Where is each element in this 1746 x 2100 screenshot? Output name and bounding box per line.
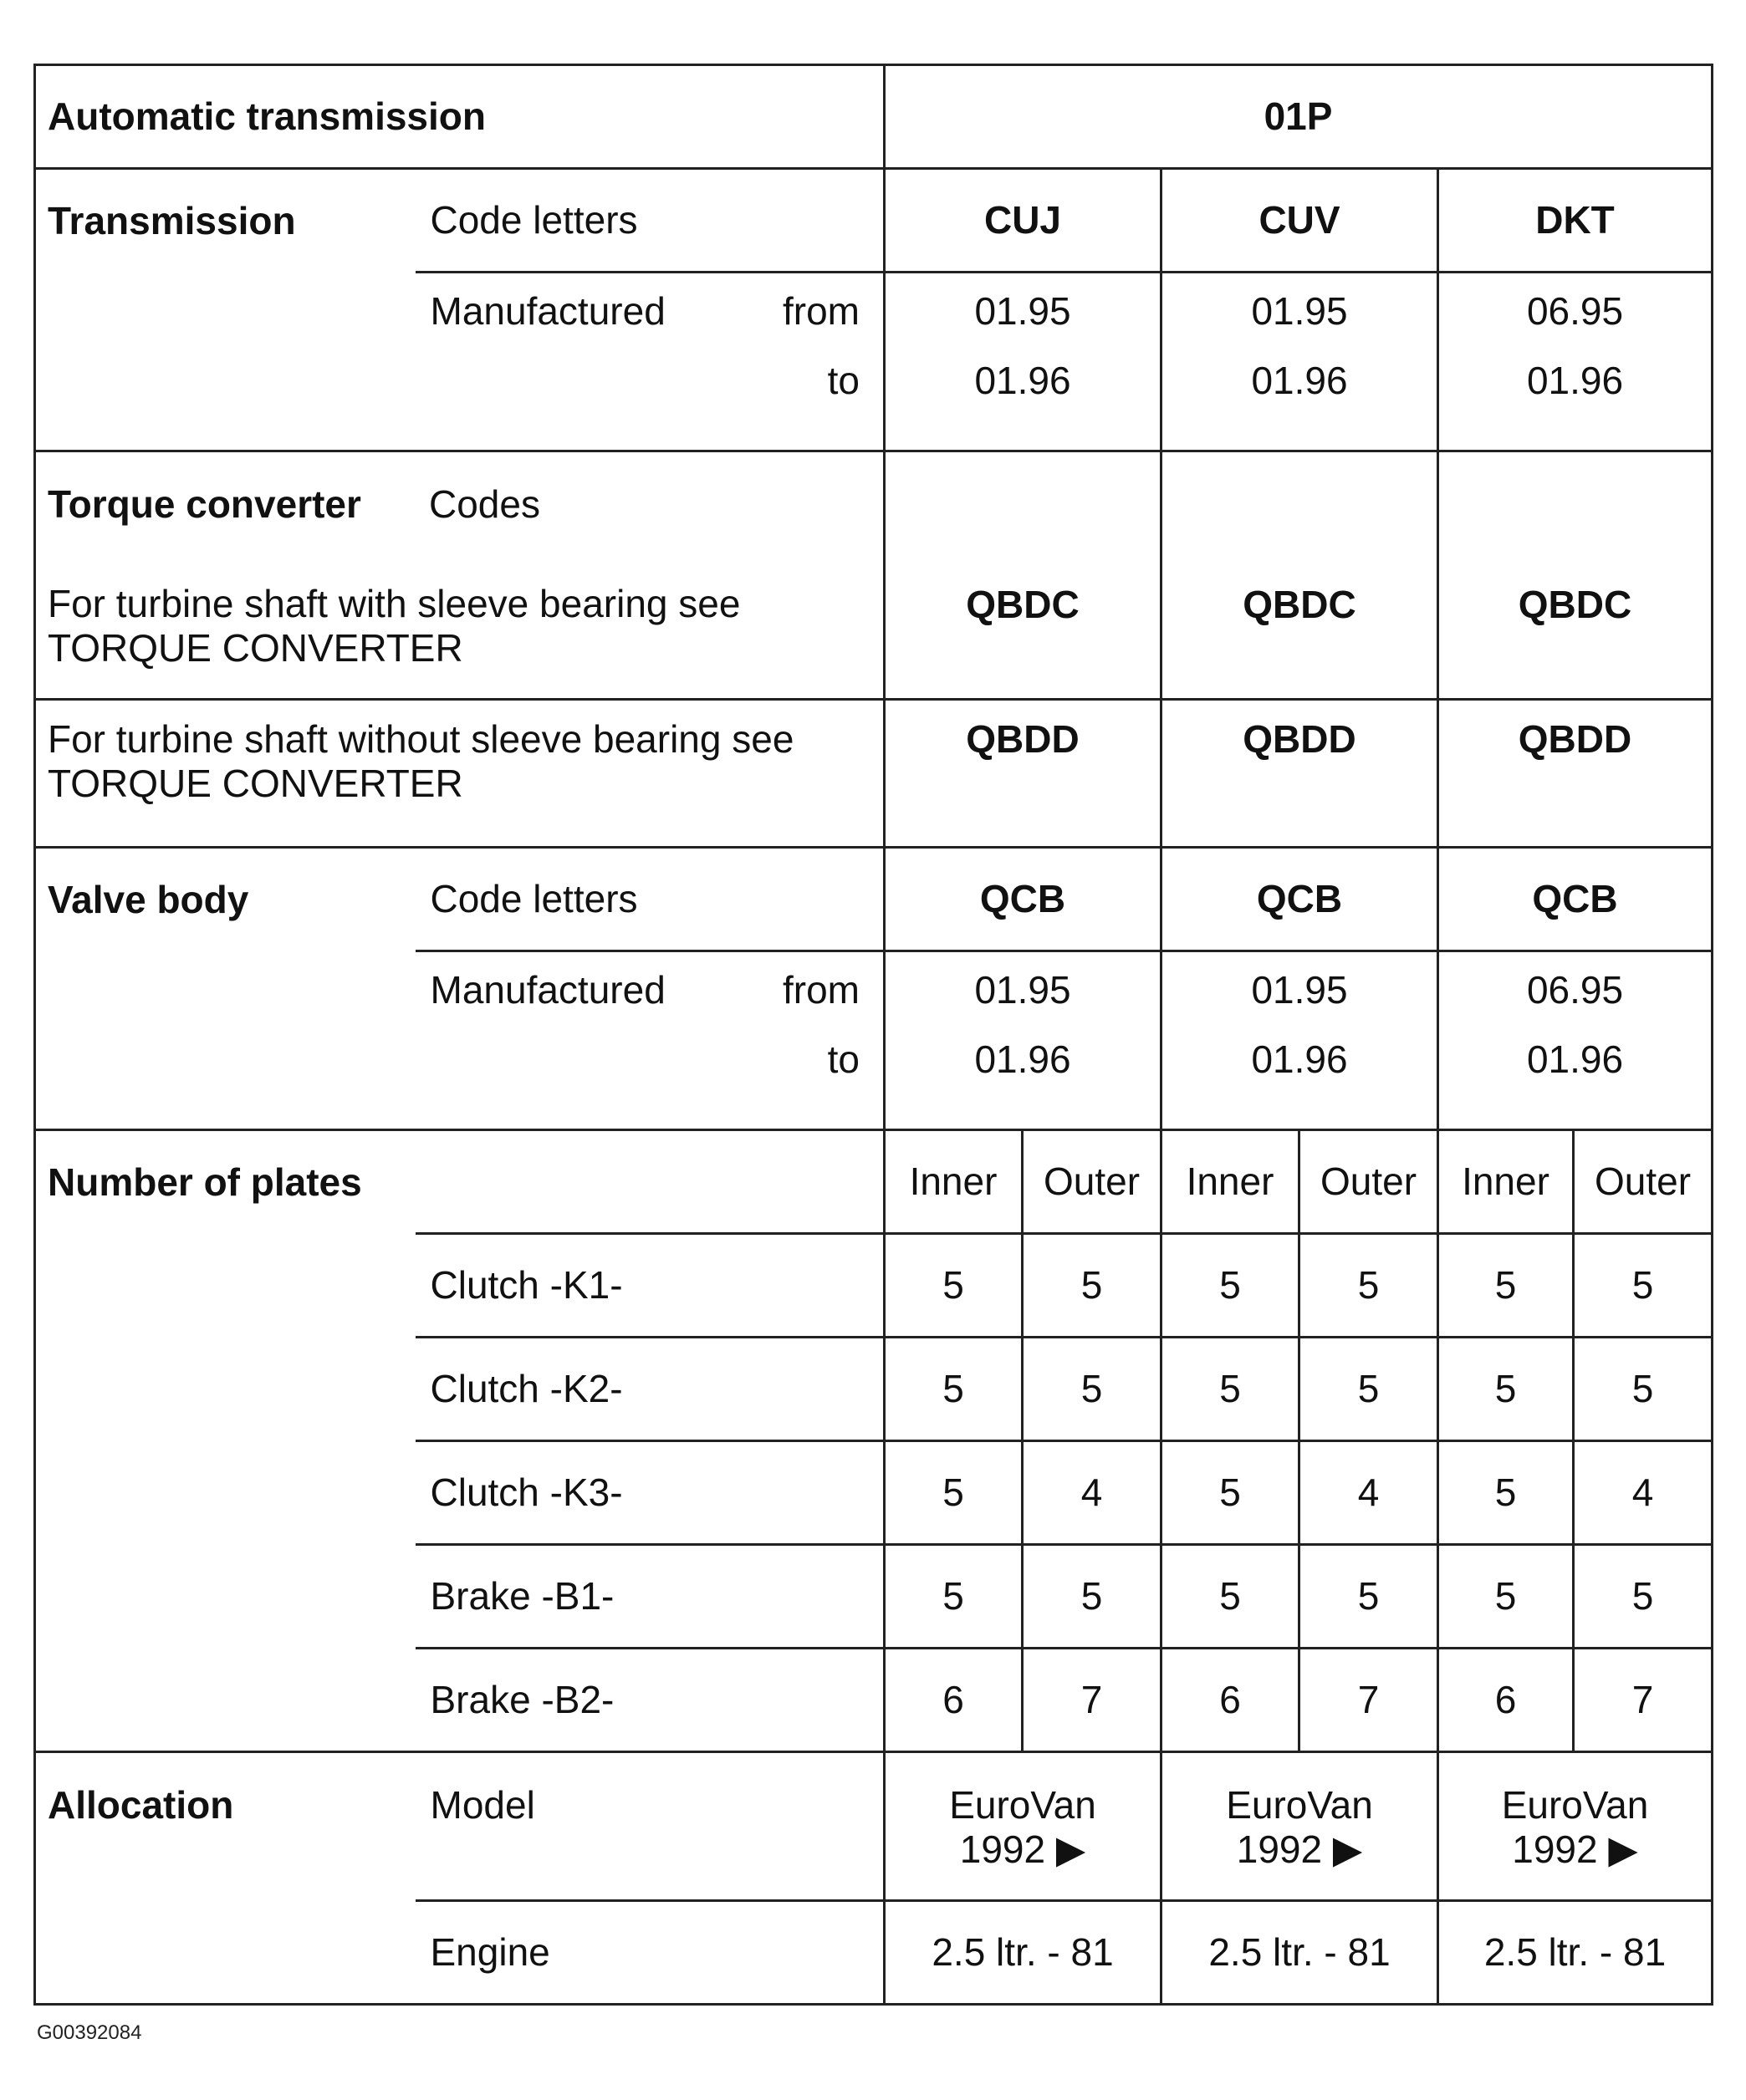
plate-value: 5 (1438, 1441, 1574, 1545)
transmission-from-label: from (783, 289, 860, 334)
plate-value: 7 (1574, 1649, 1713, 1752)
transmission-to-2: 01.96 (1161, 350, 1438, 451)
valve-body-to-3: 01.96 (1438, 1029, 1713, 1130)
valve-body-spacer (35, 951, 416, 1029)
inner-header-3: Inner (1438, 1130, 1574, 1234)
with-sleeve-code-2: QBDC (1161, 451, 1438, 700)
valve-body-from-1: 01.95 (885, 951, 1161, 1029)
with-sleeve-line-2: TORQUE CONVERTER (48, 625, 463, 670)
valve-body-to-2: 01.96 (1161, 1029, 1438, 1130)
engine-value-2: 2.5 ltr. - 81 (1161, 1901, 1438, 2005)
model-cell-2 (1161, 1752, 1438, 1901)
transmission-spacer-2 (35, 350, 416, 451)
model-name: EuroVan (949, 1783, 1096, 1827)
transmission-spacer (35, 273, 416, 350)
plate-value: 5 (1023, 1545, 1161, 1649)
plate-value: 5 (1438, 1338, 1574, 1441)
transmission-code-label: Code letters (416, 169, 885, 273)
transmission-manufactured-row (416, 273, 885, 350)
torque-converter-with-sleeve (35, 451, 885, 700)
engine-value-1: 2.5 ltr. - 81 (885, 1901, 1161, 2005)
plate-value: 5 (1161, 1338, 1299, 1441)
plate-row-name: Brake -B2- (416, 1649, 885, 1752)
model-year: 1992 ▶ (1236, 1827, 1363, 1871)
model-name: EuroVan (1226, 1783, 1373, 1827)
plate-row-name: Clutch -K1- (416, 1234, 885, 1338)
with-sleeve-line-1: For turbine shaft with sleeve bearing see (48, 581, 741, 625)
plate-value: 5 (1023, 1338, 1161, 1441)
valve-body-code-2: QCB (1161, 848, 1438, 951)
model-year: 1992 ▶ (959, 1827, 1086, 1871)
plate-value: 5 (885, 1441, 1023, 1545)
valve-body-to-label: to (416, 1029, 885, 1130)
without-sleeve-code-2: QBDD (1161, 700, 1438, 848)
without-sleeve-code-3: QBDD (1438, 700, 1713, 848)
transmission-to-1: 01.96 (885, 350, 1161, 451)
image-code: G00392084 (37, 2021, 142, 2044)
plate-value: 5 (1161, 1545, 1299, 1649)
model-cell-1 (885, 1752, 1161, 1901)
without-sleeve-code-1: QBDD (885, 700, 1161, 848)
valve-body-manufactured-row (416, 951, 885, 1029)
valve-body-from-label: from (783, 968, 860, 1012)
plates-label: Number of plates (35, 1130, 416, 1234)
valve-body-code-1: QCB (885, 848, 1161, 951)
without-sleeve-line-2: TORQUE CONVERTER (48, 761, 463, 805)
valve-body-from-3: 06.95 (1438, 951, 1713, 1029)
plate-value: 5 (1574, 1234, 1713, 1338)
plate-value: 5 (1023, 1234, 1161, 1338)
transmission-code-2: CUV (1161, 169, 1438, 273)
transmission-code-3: DKT (1438, 169, 1713, 273)
plate-value: 6 (1438, 1649, 1574, 1752)
header-value: 01P (885, 65, 1713, 169)
transmission-from-3: 06.95 (1438, 273, 1713, 350)
plate-value: 5 (1438, 1234, 1574, 1338)
outer-header-1: Outer (1023, 1130, 1161, 1234)
model-label: Model (416, 1752, 885, 1901)
plate-value: 5 (1299, 1234, 1438, 1338)
plate-value: 5 (1161, 1441, 1299, 1545)
model-name: EuroVan (1501, 1783, 1649, 1827)
model-cell-3 (1438, 1752, 1713, 1901)
transmission-spec-table (33, 64, 1713, 2006)
model-year: 1992 ▶ (1512, 1827, 1638, 1871)
plate-row-name: Clutch -K3- (416, 1441, 885, 1545)
transmission-code-1: CUJ (885, 169, 1161, 273)
valve-body-spacer-2 (35, 1029, 416, 1130)
plate-value: 4 (1299, 1441, 1438, 1545)
plate-value: 5 (1299, 1338, 1438, 1441)
plate-row-name: Clutch -K2- (416, 1338, 885, 1441)
plate-value: 6 (885, 1649, 1023, 1752)
transmission-to-3: 01.96 (1438, 350, 1713, 451)
transmission-from-2: 01.95 (1161, 273, 1438, 350)
valve-body-code-label: Code letters (416, 848, 885, 951)
plates-spacer (35, 1441, 416, 1545)
valve-body-label: Valve body (35, 848, 416, 951)
allocation-label: Allocation (35, 1752, 416, 1901)
plate-value: 6 (1161, 1649, 1299, 1752)
plate-value: 4 (1574, 1441, 1713, 1545)
inner-header-2: Inner (1161, 1130, 1299, 1234)
header-label: Automatic transmission (35, 65, 885, 169)
without-sleeve-line-1: For turbine shaft without sleeve bearing see (48, 717, 794, 761)
valve-body-manufactured-label: Manufactured (430, 968, 666, 1012)
torque-converter-label: Torque converter (48, 482, 361, 526)
with-sleeve-code-1: QBDC (885, 451, 1161, 700)
plate-value: 5 (885, 1234, 1023, 1338)
with-sleeve-code-3: QBDC (1438, 451, 1713, 700)
torque-converter-without-sleeve (35, 700, 885, 848)
transmission-label: Transmission (35, 169, 416, 273)
allocation-spacer (35, 1901, 416, 2005)
plate-value: 5 (1161, 1234, 1299, 1338)
valve-body-from-2: 01.95 (1161, 951, 1438, 1029)
outer-header-2: Outer (1299, 1130, 1438, 1234)
plate-value: 7 (1023, 1649, 1161, 1752)
valve-body-code-3: QCB (1438, 848, 1713, 951)
transmission-manufactured-label: Manufactured (430, 289, 666, 334)
engine-value-3: 2.5 ltr. - 81 (1438, 1901, 1713, 2005)
valve-body-to-1: 01.96 (885, 1029, 1161, 1130)
plate-value: 4 (1023, 1441, 1161, 1545)
plate-value: 5 (885, 1338, 1023, 1441)
engine-label: Engine (416, 1901, 885, 2005)
plate-value: 5 (1574, 1545, 1713, 1649)
plate-value: 5 (1299, 1545, 1438, 1649)
plate-value: 5 (1438, 1545, 1574, 1649)
plates-spacer (35, 1545, 416, 1649)
plate-row-name: Brake -B1- (416, 1545, 885, 1649)
transmission-from-1: 01.95 (885, 273, 1161, 350)
plate-value: 5 (885, 1545, 1023, 1649)
plate-value: 7 (1299, 1649, 1438, 1752)
plates-spacer (35, 1234, 416, 1338)
torque-converter-codes-label: Codes (429, 482, 540, 526)
transmission-to-label: to (416, 350, 885, 451)
inner-header-1: Inner (885, 1130, 1023, 1234)
plate-value: 5 (1574, 1338, 1713, 1441)
plates-spacer (35, 1338, 416, 1441)
outer-header-3: Outer (1574, 1130, 1713, 1234)
plates-header-spacer (416, 1130, 885, 1234)
plates-spacer (35, 1649, 416, 1752)
